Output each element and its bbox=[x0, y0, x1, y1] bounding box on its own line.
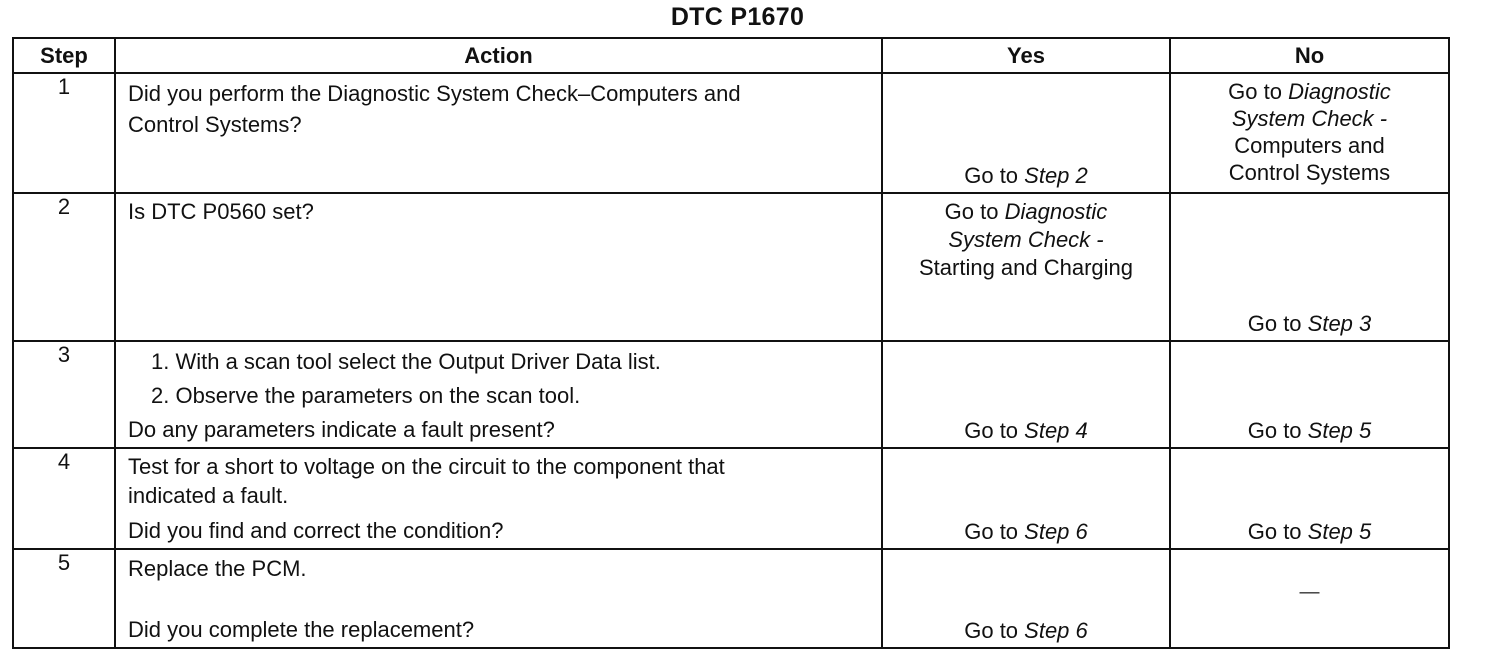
action-question: Did you find and correct the condition? bbox=[128, 518, 504, 543]
goto-prefix: Go to bbox=[1247, 311, 1308, 336]
goto-link[interactable]: Step 3 bbox=[1307, 311, 1372, 336]
table-row bbox=[13, 448, 1449, 549]
yes-answer bbox=[883, 198, 1169, 282]
header-action: Action bbox=[115, 38, 882, 73]
yes-cell bbox=[882, 73, 1170, 193]
goto-prefix: Go to bbox=[1247, 519, 1308, 544]
answer-line: Starting and Charging bbox=[918, 255, 1134, 280]
goto-prefix: Go to bbox=[964, 418, 1025, 443]
action-cell bbox=[115, 193, 882, 341]
action-text bbox=[128, 78, 871, 140]
yes-answer bbox=[883, 417, 1169, 445]
step-number: 5 bbox=[13, 549, 115, 648]
list-item: 1. With a scan tool select the Output Driver Data list. bbox=[151, 349, 661, 374]
header-no: No bbox=[1170, 38, 1449, 73]
diagnostic-table bbox=[12, 37, 1450, 649]
table-row bbox=[13, 341, 1449, 448]
no-cell bbox=[1170, 341, 1449, 448]
no-answer-dash: — bbox=[1299, 581, 1320, 603]
no-answer bbox=[1171, 518, 1448, 546]
action-text bbox=[128, 553, 871, 584]
goto-prefix: Go to bbox=[964, 519, 1025, 544]
yes-cell bbox=[882, 549, 1170, 648]
yes-answer bbox=[883, 617, 1169, 645]
header-row bbox=[13, 38, 1449, 73]
yes-answer bbox=[883, 518, 1169, 546]
yes-answer bbox=[883, 162, 1169, 190]
action-cell bbox=[115, 73, 882, 193]
action-line: Test for a short to voltage on the circuit to the component that bbox=[128, 454, 725, 479]
goto-link[interactable]: Step 4 bbox=[1024, 418, 1088, 443]
yes-cell bbox=[882, 341, 1170, 448]
action-line: Replace the PCM. bbox=[128, 556, 307, 581]
list-item: 2. Observe the parameters on the scan tool. bbox=[151, 383, 581, 408]
step-number: 4 bbox=[13, 448, 115, 549]
action-line: Is DTC P0560 set? bbox=[128, 199, 314, 224]
step-number: 2 bbox=[13, 193, 115, 341]
goto-link[interactable]: Step 2 bbox=[1024, 163, 1088, 188]
action-question: Do any parameters indicate a fault present? bbox=[128, 417, 555, 442]
no-cell bbox=[1170, 549, 1449, 648]
answer-line: Computers and bbox=[1234, 133, 1385, 158]
action-text bbox=[128, 196, 871, 227]
goto-prefix: Go to bbox=[1228, 79, 1289, 104]
yes-cell bbox=[882, 448, 1170, 549]
action-line: indicated a fault. bbox=[128, 483, 289, 508]
table-row bbox=[13, 549, 1449, 648]
goto-link[interactable]: System Check - bbox=[948, 227, 1104, 252]
step-number: 1 bbox=[13, 73, 115, 193]
action-cell bbox=[115, 549, 882, 648]
goto-prefix: Go to bbox=[944, 199, 1005, 224]
no-cell bbox=[1170, 448, 1449, 549]
table-row bbox=[13, 73, 1449, 193]
goto-link[interactable]: Step 5 bbox=[1307, 418, 1372, 443]
action-question: Did you complete the replacement? bbox=[128, 617, 475, 642]
page-title: DTC P1670 bbox=[670, 3, 805, 31]
table-row bbox=[13, 193, 1449, 341]
no-answer bbox=[1171, 417, 1448, 445]
goto-prefix: Go to bbox=[964, 618, 1025, 643]
header-step: Step bbox=[13, 38, 115, 73]
goto-prefix: Go to bbox=[964, 163, 1025, 188]
answer-line: Control Systems bbox=[1228, 160, 1391, 185]
header-yes: Yes bbox=[882, 38, 1170, 73]
no-answer bbox=[1171, 310, 1448, 338]
goto-link[interactable]: Step 6 bbox=[1024, 519, 1088, 544]
action-cell bbox=[115, 341, 882, 448]
no-cell bbox=[1170, 193, 1449, 341]
step-number: 3 bbox=[13, 341, 115, 448]
goto-link[interactable]: Diagnostic bbox=[1004, 199, 1108, 224]
no-cell bbox=[1170, 73, 1449, 193]
goto-link[interactable]: Step 5 bbox=[1307, 519, 1372, 544]
action-cell bbox=[115, 448, 882, 549]
action-text bbox=[128, 452, 871, 510]
goto-link[interactable]: System Check - bbox=[1231, 106, 1388, 131]
goto-prefix: Go to bbox=[1247, 418, 1308, 443]
no-answer bbox=[1171, 78, 1448, 186]
goto-link[interactable]: Step 6 bbox=[1024, 618, 1088, 643]
goto-link[interactable]: Diagnostic bbox=[1288, 79, 1391, 104]
numbered-list bbox=[151, 345, 661, 413]
yes-cell bbox=[882, 193, 1170, 341]
action-line: Control Systems? bbox=[128, 112, 302, 137]
action-line: Did you perform the Diagnostic System Check–Computers and bbox=[128, 81, 741, 106]
